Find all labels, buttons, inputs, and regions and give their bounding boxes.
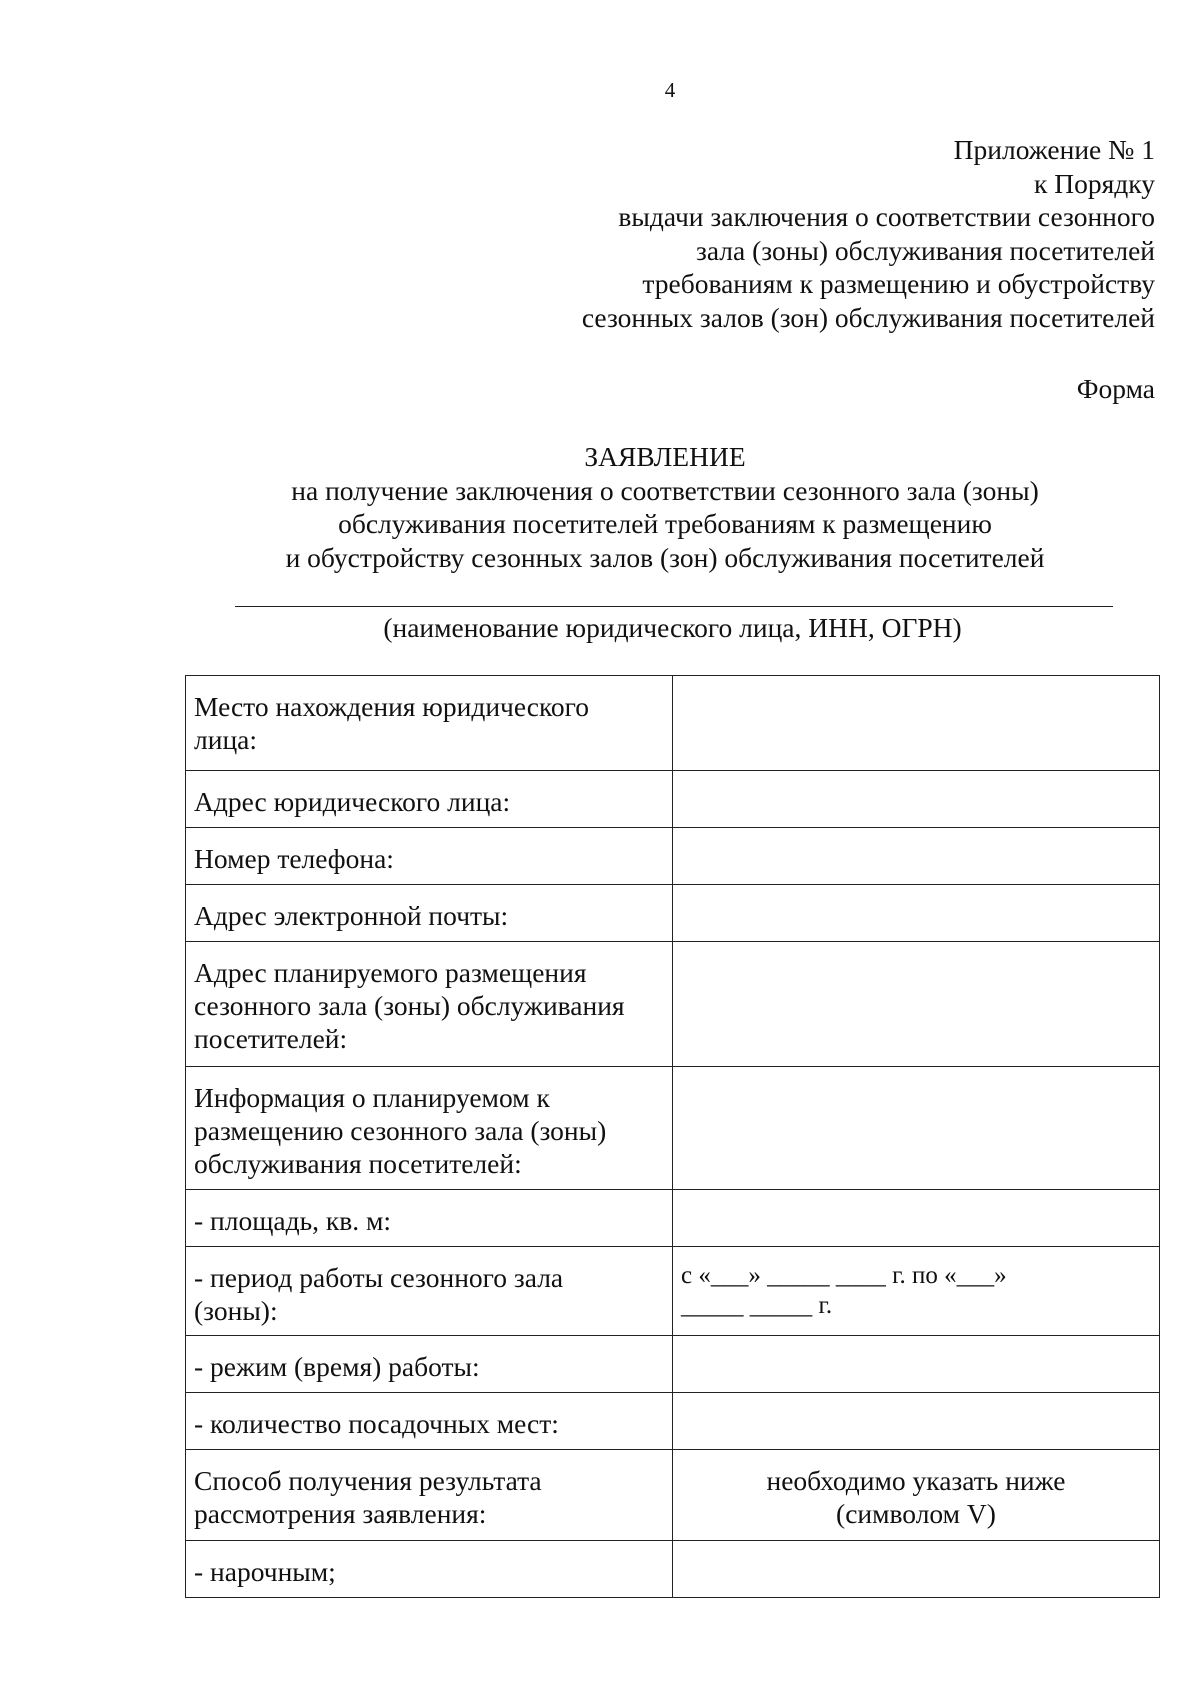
instruction-cell [673, 1450, 1160, 1541]
value-cell[interactable] [673, 942, 1160, 1067]
period-line: с «___» _____ ____ г. по «___» [681, 1262, 1007, 1289]
value-cell[interactable] [673, 885, 1160, 942]
row-label [186, 676, 673, 771]
row-label [186, 1067, 673, 1190]
table-row [186, 1336, 1160, 1393]
label-line: Информация о планируемом к [194, 1082, 550, 1113]
label-line: - режим (время) работы: [194, 1351, 480, 1382]
appendix-line: выдачи заключения о соответствии сезонного [618, 201, 1155, 232]
label-line: рассмотрения заявления: [194, 1498, 487, 1529]
label-line: - площадь, кв. м: [194, 1205, 392, 1236]
row-label [186, 828, 673, 885]
value-cell[interactable] [673, 676, 1160, 771]
row-label [186, 885, 673, 942]
table-row [186, 1450, 1160, 1541]
instruction-line: (символом V) [836, 1498, 996, 1529]
organization-name-field-line[interactable] [235, 606, 1113, 607]
label-line: обслуживания посетителей: [194, 1148, 522, 1179]
checkbox-cell[interactable] [673, 1541, 1160, 1598]
title-heading: ЗАЯВЛЕНИЕ [584, 441, 746, 472]
table-row [186, 1393, 1160, 1450]
row-label [186, 942, 673, 1067]
table-row [186, 1067, 1160, 1190]
page-number: 4 [664, 78, 676, 102]
label-line: Место нахождения юридического [194, 691, 590, 722]
appendix-line: зала (зоны) обслуживания посетителей [695, 234, 1155, 266]
table-row [186, 771, 1160, 828]
row-label [186, 1336, 673, 1393]
appendix-line: сезонных залов (зон) обслуживания посетителей [581, 301, 1155, 333]
table-row [186, 1247, 1160, 1336]
value-cell[interactable] [673, 771, 1160, 828]
document-title [215, 440, 1115, 574]
appendix-line: Приложение № 1 [953, 134, 1155, 165]
row-label [186, 1247, 673, 1336]
form-label: Форма [1076, 373, 1155, 404]
label-line: - нарочным; [194, 1556, 336, 1587]
label-line: - количество посадочных мест: [194, 1408, 559, 1439]
label-line: (зоны): [194, 1295, 278, 1326]
label-line: Адрес юридического лица: [194, 786, 511, 817]
table-row [186, 885, 1160, 942]
row-label [186, 1450, 673, 1541]
organization-name-caption: (наименование юридического лица, ИНН, ОГРН) [383, 612, 962, 643]
row-label [186, 1190, 673, 1247]
period-line: _____ _____ г. [681, 1292, 833, 1319]
instruction-line: необходимо указать ниже [766, 1465, 1066, 1496]
title-line: и обустройству сезонных залов (зон) обслуживания посетителей [285, 541, 1045, 573]
period-value-cell[interactable] [673, 1247, 1160, 1336]
appendix-line: к Порядку [1034, 167, 1155, 199]
label-line: лица: [194, 724, 258, 755]
label-line: Адрес планируемого размещения [194, 957, 587, 988]
table-row [186, 942, 1160, 1067]
table-row [186, 676, 1160, 771]
label-line: сезонного зала (зоны) обслуживания [194, 990, 625, 1021]
table-row [186, 1541, 1160, 1598]
label-line: размещению сезонного зала (зоны) [194, 1115, 607, 1146]
appendix-line: требованиям к размещению и обустройству [642, 268, 1155, 299]
value-cell[interactable] [673, 1336, 1160, 1393]
row-label [186, 1541, 673, 1598]
label-line: - период работы сезонного зала [194, 1262, 564, 1293]
table-row [186, 1190, 1160, 1247]
label-line: Номер телефона: [194, 843, 394, 874]
label-line: посетителей: [194, 1023, 348, 1054]
application-form-table [185, 675, 1160, 1598]
value-cell[interactable] [673, 1393, 1160, 1450]
row-label [186, 1393, 673, 1450]
table-row [186, 828, 1160, 885]
appendix-reference [455, 133, 1155, 334]
row-label [186, 771, 673, 828]
value-cell[interactable] [673, 1190, 1160, 1247]
value-cell[interactable] [673, 828, 1160, 885]
value-cell[interactable] [673, 1067, 1160, 1190]
title-line: обслуживания посетителей требованиям к размещению [338, 508, 992, 539]
label-line: Способ получения результата [194, 1465, 542, 1496]
label-line: Адрес электронной почты: [194, 900, 509, 931]
title-line: на получение заключения о соответствии сезонного зала (зоны) [291, 474, 1039, 506]
